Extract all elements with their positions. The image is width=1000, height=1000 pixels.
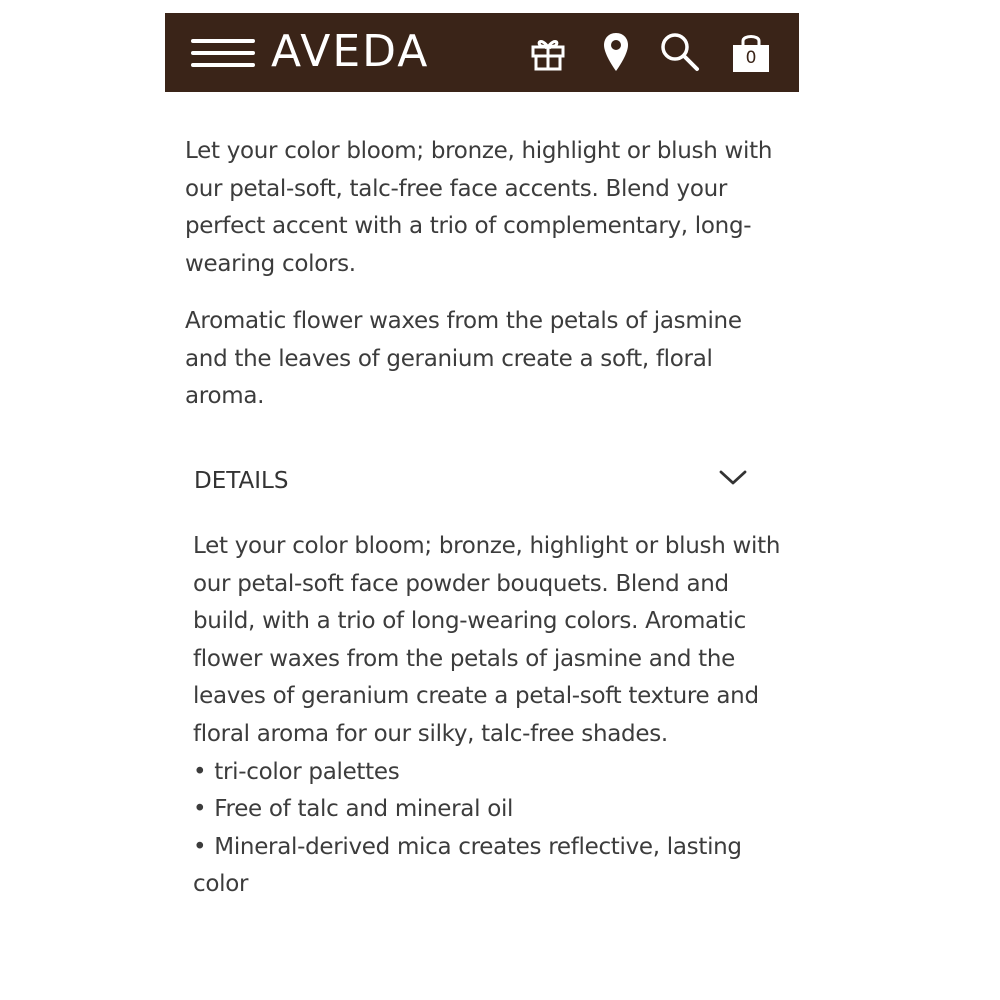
- shopping-bag-icon[interactable]: [730, 30, 772, 74]
- details-accordion-toggle[interactable]: [194, 460, 754, 504]
- site-header: [165, 13, 799, 92]
- list-item: • Free of talc and mineral oil: [193, 791, 783, 829]
- product-description: [185, 133, 785, 416]
- details-label: DETAILS: [194, 468, 289, 494]
- mobile-viewport: [165, 13, 799, 1000]
- menu-icon[interactable]: [191, 37, 255, 69]
- list-item: • Mineral-derived mica creates reflective, lasting color: [193, 829, 783, 904]
- details-paragraph: Let your color bloom; bronze, highlight or blush with our petal-soft face powder bouquets. Blend and build, with a trio of long-wearing colors. Aromatic flower waxes from the petals of jasmine and the leaves of geranium create a petal-soft texture and floral aroma for our silky, talc-free shades.: [193, 533, 781, 747]
- location-pin-icon[interactable]: [602, 31, 630, 73]
- chevron-down-icon[interactable]: [718, 468, 748, 492]
- description-paragraph-1: Let your color bloom; bronze, highlight or blush with our petal-soft, talc-free face accents. Blend your perfect accent with a trio of complementary, long-wearing colors.: [185, 138, 773, 277]
- description-paragraph-2: Aromatic flower waxes from the petals of jasmine and the leaves of geranium create a soft, floral aroma.: [185, 308, 742, 409]
- cart-count: 0: [745, 48, 757, 68]
- details-bullet-list: [193, 754, 783, 904]
- brand-logo[interactable]: AVEDA: [271, 26, 430, 77]
- details-content: [193, 528, 783, 904]
- search-icon[interactable]: [659, 31, 701, 73]
- gift-icon[interactable]: [530, 34, 566, 72]
- list-item: • tri-color palettes: [193, 754, 783, 792]
